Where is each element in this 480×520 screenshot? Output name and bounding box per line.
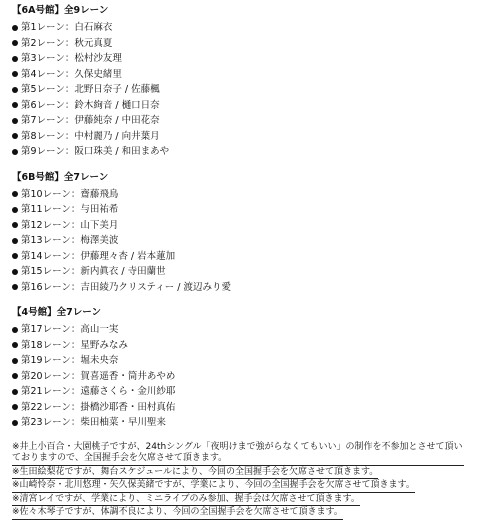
bullet-icon [12, 327, 18, 333]
lane-label: 第23レーン：柴田柚菜・早川聖来 [21, 417, 166, 428]
bullet-icon [12, 284, 18, 290]
lane-item [12, 144, 476, 160]
lane-label: 第18レーン：星野みなみ [21, 339, 128, 351]
lane-label: 第2レーン：秋元真夏 [21, 37, 113, 49]
lane-item [12, 233, 476, 249]
bullet-icon [12, 118, 18, 124]
absence-note: ※佐々木琴子ですが、体調不良により、今回の全国握手会を欠席させて頂きます。 [12, 507, 343, 520]
lane-label: 第19レーン：堀未央奈 [21, 355, 119, 366]
absence-note: ※清宮レイですが、学業により、ミニライブのみ参加、握手会は欠席させて頂きます。 [12, 494, 360, 507]
lane-label: 第10レーン：齋藤飛鳥 [21, 188, 119, 200]
absence-note: ※生田絵梨花ですが、舞台スケジュールにより、今回の全国握手会を欠席させて頂きます。 [12, 467, 378, 480]
lane-label: 第21レーン：遠藤さくら・金川紗耶 [21, 386, 176, 397]
section-title: 【6B号館】全7レーン [12, 171, 109, 183]
lane-item [12, 249, 476, 265]
section-title: 【6A号館】全9レーン [12, 5, 109, 16]
lane-item [12, 20, 476, 36]
bullet-icon [12, 389, 18, 395]
absence-note: ※井上小百合・大園桃子ですが、24thシングル「夜明けまで強がらなくてもいい」の制作を不参加とさせて頂いておりますので、全国握手会を欠席させて頂きます。 [12, 442, 464, 466]
lane-label: 第20レーン：賀喜遥香・筒井あやめ [21, 370, 176, 382]
lane-label: 第4レーン：久保史緒里 [21, 68, 122, 80]
section-title: 【4号館】全7レーン [12, 307, 102, 318]
lane-label: 第1レーン：白石麻衣 [21, 22, 113, 33]
lane-item [12, 400, 476, 416]
lane-item [12, 384, 476, 400]
lane-item [12, 353, 476, 369]
bullet-icon [12, 253, 18, 259]
lane-label: 第8レーン：中村麗乃 / 向井葉月 [21, 130, 160, 142]
lane-label: 第6レーン：鈴木絢音 / 樋口日奈 [21, 99, 160, 111]
bullet-icon [12, 222, 18, 228]
lane-item [12, 36, 476, 52]
lane-label: 第5レーン：北野日奈子 / 佐藤楓 [21, 84, 160, 95]
section-6a [12, 4, 476, 160]
lane-item [12, 51, 476, 67]
lane-label: 第14レーン：伊藤理々杏 / 岩本蓮加 [21, 250, 176, 262]
lane-label: 第16レーン：吉田綾乃クリスティー / 渡辺みり愛 [21, 281, 231, 293]
lane-label: 第12レーン：山下美月 [21, 219, 119, 231]
bullet-icon [12, 358, 18, 364]
lane-item [12, 369, 476, 385]
section-4 [12, 306, 476, 431]
lane-label: 第11レーン：与田祐希 [21, 204, 119, 215]
lane-item [12, 67, 476, 83]
bullet-icon [12, 102, 18, 108]
bullet-icon [12, 133, 18, 139]
bullet-icon [12, 207, 18, 213]
bullet-icon [12, 40, 18, 46]
bullet-icon [12, 269, 18, 275]
lane-label: 第15レーン：新内眞衣 / 寺田蘭世 [21, 266, 166, 277]
bullet-icon [12, 87, 18, 93]
bullet-icon [12, 342, 18, 348]
absence-note: ※山崎怜奈・北川悠理・矢久保美緒ですが、学業により、今回の全国握手会を欠席させて頂きます。 [12, 480, 415, 493]
lane-item [12, 218, 476, 234]
lane-label: 第22レーン：掛橋沙耶香・田村真佑 [21, 401, 176, 413]
bullet-icon [12, 373, 18, 379]
lane-label: 第17レーン：高山一実 [21, 324, 119, 335]
lane-label: 第3レーン：松村沙友理 [21, 53, 122, 64]
bullet-icon [12, 238, 18, 244]
bullet-icon [12, 191, 18, 197]
bullet-icon [12, 420, 18, 426]
lane-item [12, 415, 476, 431]
lane-item [12, 187, 476, 203]
bullet-icon [12, 56, 18, 62]
lane-label: 第9レーン：阪口珠美 / 和田まあや [21, 146, 170, 157]
lane-item [12, 322, 476, 338]
lane-item [12, 280, 476, 296]
bullet-icon [12, 71, 18, 77]
lane-item [12, 202, 476, 218]
lane-label: 第13レーン：梅澤美波 [21, 235, 119, 246]
lane-item [12, 264, 476, 280]
lane-item [12, 98, 476, 114]
bullet-icon [12, 404, 18, 410]
bullet-icon [12, 25, 18, 31]
lane-item [12, 113, 476, 129]
absence-notes [12, 442, 476, 520]
lane-label: 第7レーン：伊藤純奈 / 中田花奈 [21, 115, 160, 126]
section-6b [12, 171, 476, 296]
lane-item [12, 82, 476, 98]
bullet-icon [12, 149, 18, 155]
lane-item [12, 129, 476, 145]
lane-item [12, 338, 476, 354]
